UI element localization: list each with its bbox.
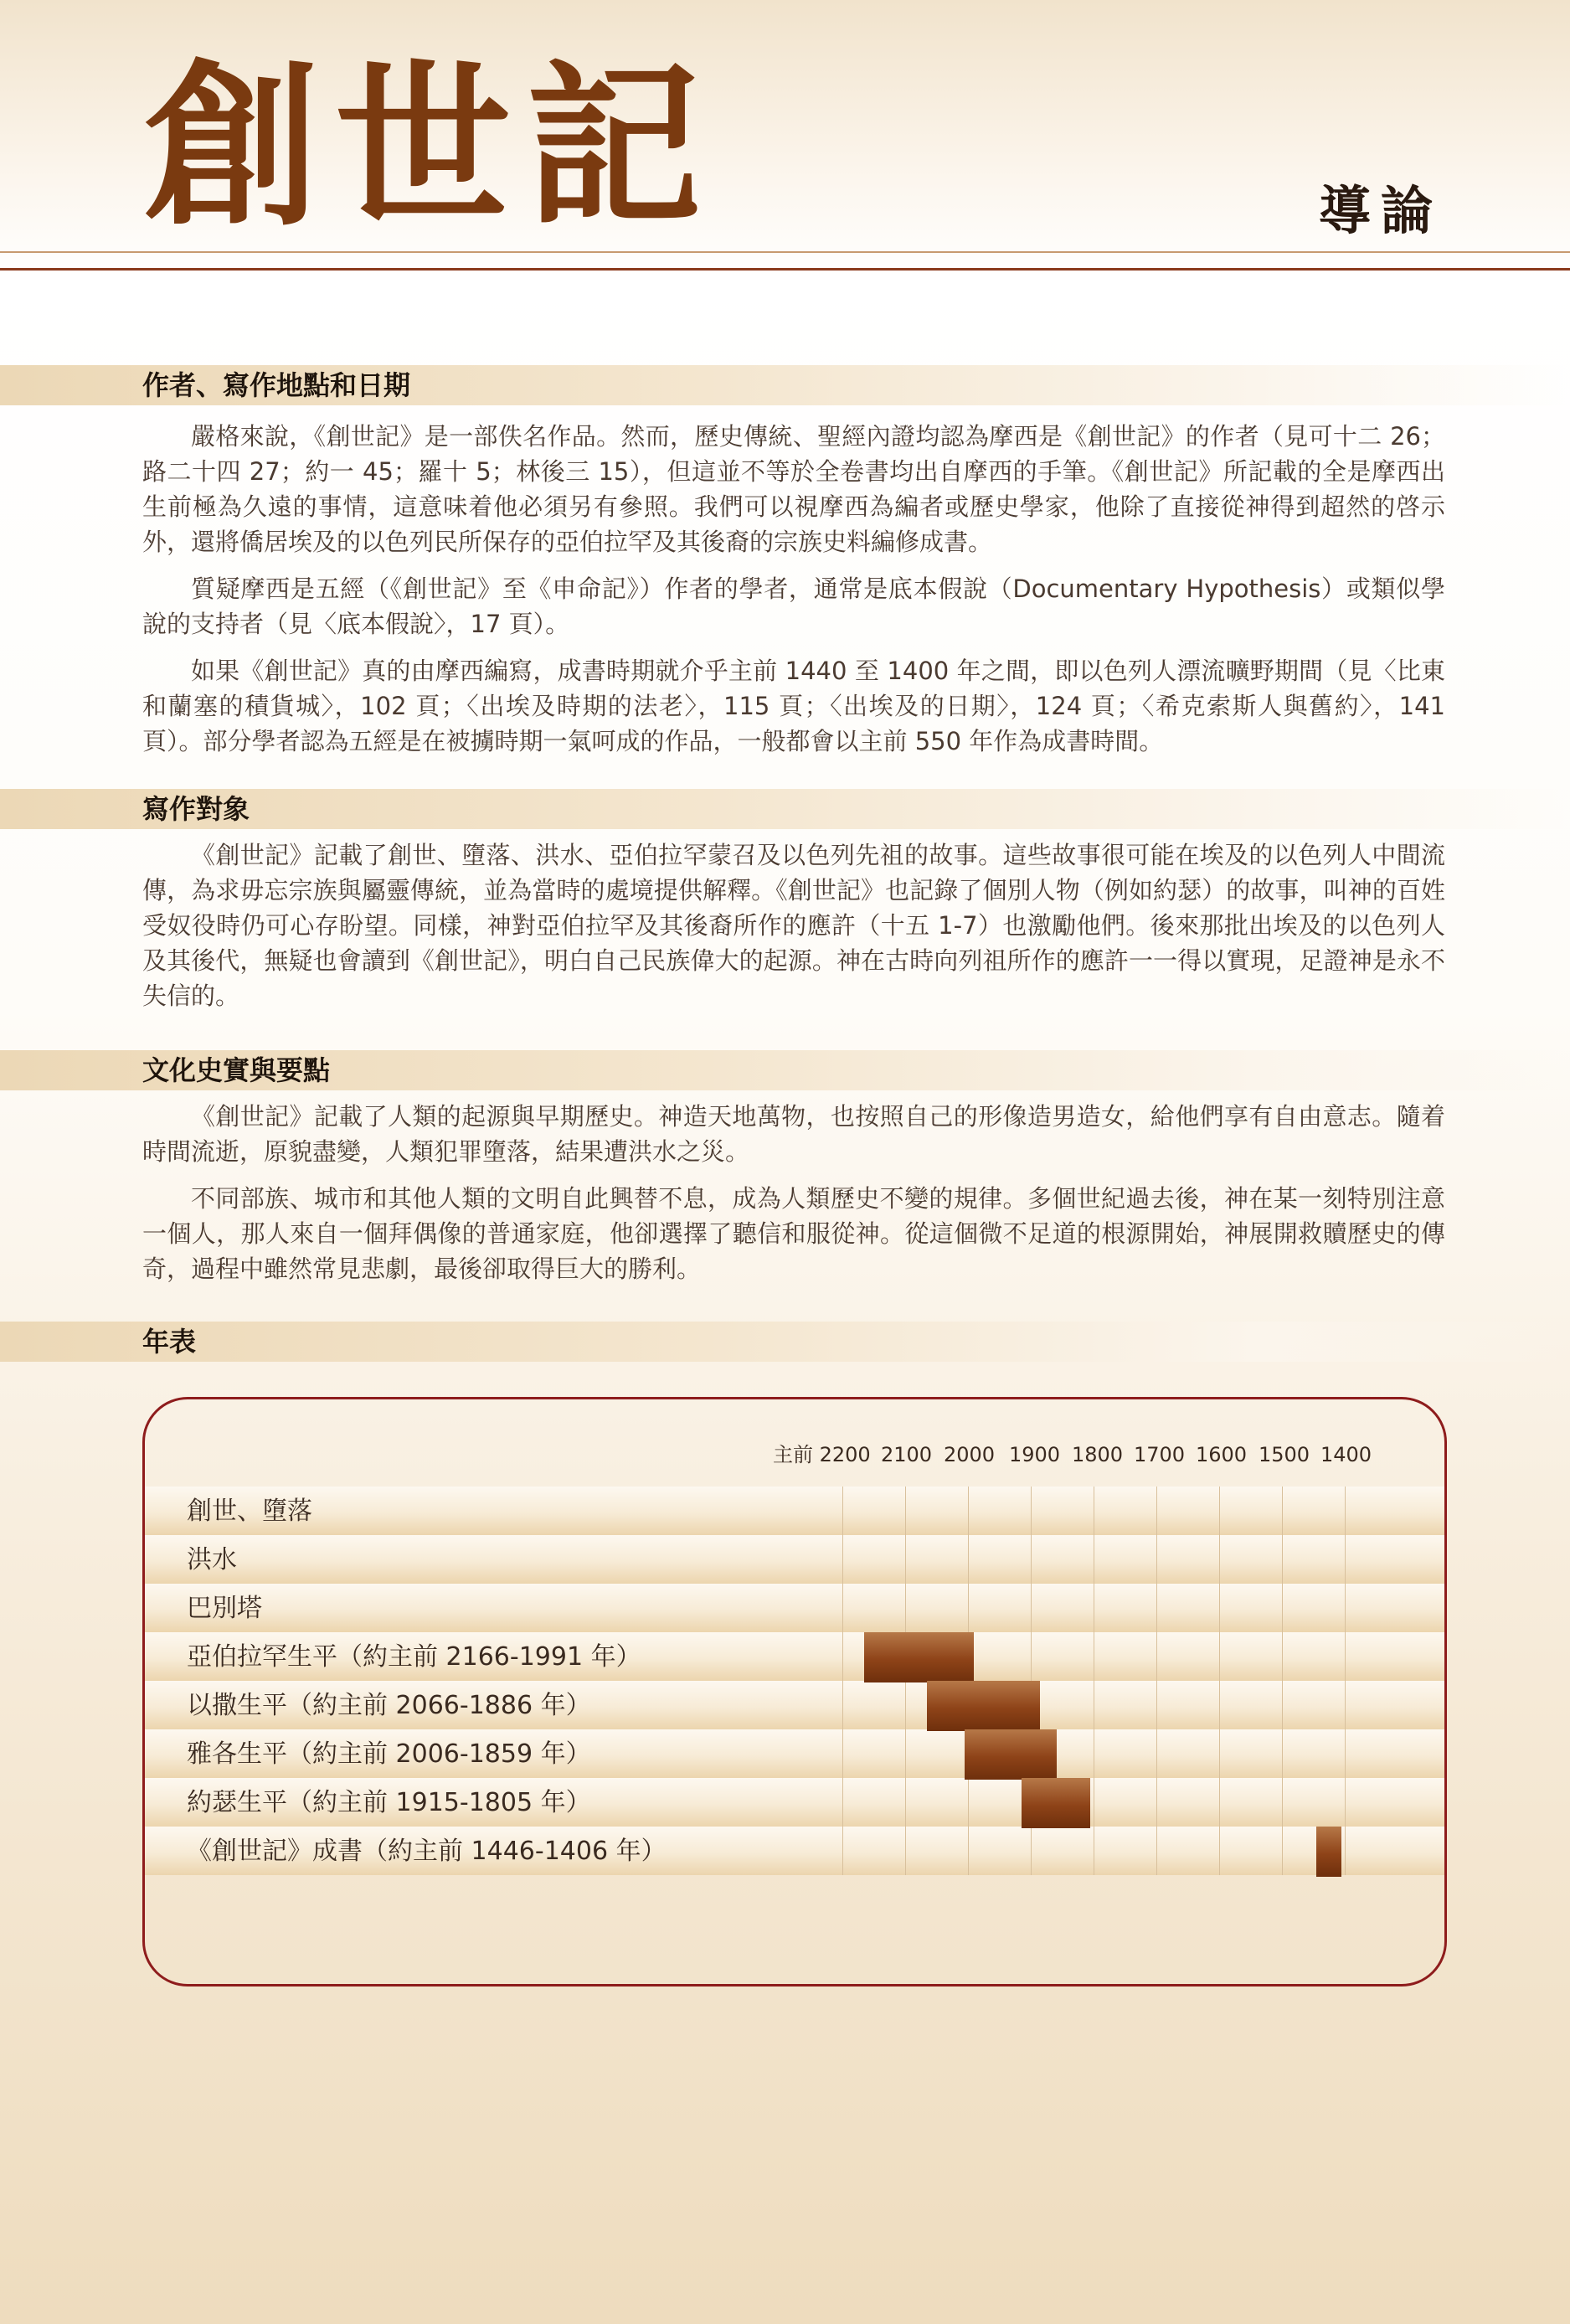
book-title: 創世記 — [144, 43, 718, 250]
timeline-row-label: 巴別塔 — [187, 1594, 262, 1623]
section-heading-bar — [0, 789, 1570, 829]
paragraph: 質疑摩西是五經（《創世記》至《申命記》）作者的學者，通常是底本假說（Documentary Hypothesis）或類似學說的支持者（見〈底本假說〉，17 頁）。 — [142, 575, 1445, 638]
section-heading-bar — [0, 1050, 1570, 1090]
timeline-row — [145, 1681, 1444, 1729]
section-heading-bar — [0, 365, 1570, 405]
year-label: 2100 — [881, 1443, 933, 1466]
year-label: 1600 — [1196, 1443, 1248, 1466]
section-body-author — [142, 419, 1445, 770]
timeline-row-label: 創世、墮落 — [187, 1497, 312, 1526]
timeline-bar — [1022, 1778, 1091, 1828]
timeline-bar — [927, 1681, 1040, 1731]
section-heading-bar — [0, 1322, 1570, 1362]
timeline-row — [145, 1729, 1444, 1778]
header-rule-thick — [0, 268, 1570, 271]
year-label: 主前 2200 — [773, 1443, 871, 1466]
timeline-row — [145, 1584, 1444, 1632]
timeline-bar — [965, 1729, 1057, 1780]
year-label: 1400 — [1320, 1443, 1372, 1466]
timeline-row-label: 《創世記》成書（約主前 1446-1406 年） — [187, 1837, 667, 1866]
paragraph: 《創世記》記載了人類的起源與早期歷史。神造天地萬物，也按照自己的形像造男造女，給他們享有自由意志。隨着時間流逝，原貌盡變，人類犯罪墮落，結果遭洪水之災。 — [142, 1102, 1445, 1166]
section-heading-author: 作者、寫作地點和日期 — [142, 369, 411, 401]
timeline-bar — [1316, 1827, 1341, 1877]
timeline-row — [145, 1778, 1444, 1827]
paragraph: 嚴格來說，《創世記》是一部佚名作品。然而，歷史傳統、聖經內證均認為摩西是《創世記》的作者（見可十二 26；路二十四 27；約一 45；羅十 5；林後三 15），但這並不等於全卷書均出自摩西的手筆。《創世記》所記載的全是摩西出生前極為久遠的事情，這意味着他必須另有參照。我們可以視摩西為編者或歷史學家，他除了直接從神得到超然的啓示外，還將僑居埃及的以色列民所保存的亞伯拉罕及其後裔的宗族史料編修成書。 — [142, 422, 1445, 556]
gridline — [842, 1487, 843, 1875]
header-rule-thin — [0, 251, 1570, 253]
section-body-culture — [142, 1099, 1445, 1298]
timeline-row-label: 以撒生平（約主前 2066-1886 年） — [187, 1691, 591, 1720]
timeline-row-label: 亞伯拉罕生平（約主前 2166-1991 年） — [187, 1642, 641, 1672]
gridline — [1156, 1487, 1157, 1875]
section-heading-audience: 寫作對象 — [142, 793, 250, 825]
year-label: 2000 — [944, 1443, 996, 1466]
timeline-row — [145, 1632, 1444, 1681]
gridline — [1282, 1487, 1283, 1875]
year-label: 1500 — [1259, 1443, 1310, 1466]
timeline-row-label: 雅各生平（約主前 2006-1859 年） — [187, 1739, 591, 1769]
year-label: 1800 — [1072, 1443, 1124, 1466]
section-body-audience — [142, 837, 1445, 1025]
timeline-row-label: 洪水 — [187, 1545, 237, 1574]
section-heading-culture: 文化史實與要點 — [142, 1054, 331, 1086]
paragraph: 《創世記》記載了創世、墮落、洪水、亞伯拉罕蒙召及以色列先祖的故事。這些故事很可能在埃及的以色列人中間流傳，為求毋忘宗族與屬靈傳統，並為當時的處境提供解釋。《創世記》也記錄了個別人物（例如約瑟）的故事，叫神的百姓受奴役時仍可心存盼望。同樣，神對亞伯拉罕及其後裔所作的應許（十五 1-7）也激勵他們。後來那批出埃及的以色列人及其後代，無疑也會讀到《創世記》，明白自己民族偉大的起源。神在古時向列祖所作的應許一一得以實現，足證神是永不失信的。 — [142, 841, 1445, 1010]
year-label: 1900 — [1009, 1443, 1061, 1466]
gridline — [1345, 1487, 1346, 1875]
timeline-row — [145, 1487, 1444, 1535]
timeline-bar — [864, 1632, 974, 1682]
timeline-row-label: 約瑟生平（約主前 1915-1805 年） — [187, 1788, 591, 1817]
paragraph: 不同部族、城市和其他人類的文明自此興替不息，成為人類歷史不變的規律。多個世紀過去後，神在某一刻特別注意一個人，那人來自一個拜偶像的普通家庭，他卻選擇了聽信和服從神。從這個微不足道的根源開始，神展開救贖歷史的傳奇，過程中雖然常見悲劇，最後卻取得巨大的勝利。 — [142, 1184, 1445, 1283]
section-subtitle: 導論 — [1318, 180, 1443, 241]
timeline-year-axis — [145, 1438, 1444, 1471]
gridline — [1219, 1487, 1220, 1875]
year-label: 1700 — [1134, 1443, 1186, 1466]
paragraph: 如果《創世記》真的由摩西編寫，成書時期就介乎主前 1440 至 1400 年之間，即以色列人漂流曠野期間（見〈比東和蘭塞的積貨城〉，102 頁；〈出埃及時期的法老〉，115 頁；〈出埃及的日期〉，124 頁；〈希克索斯人與舊約〉，141 頁）。部分學者認為五經是在被擄時期一氣呵成的作品，一般都會以主前 550 年作為成書時間。 — [142, 657, 1445, 755]
section-heading-chronology: 年表 — [142, 1326, 197, 1358]
timeline-row — [145, 1535, 1444, 1584]
chronology-timeline — [142, 1397, 1447, 1986]
timeline-row — [145, 1827, 1444, 1875]
